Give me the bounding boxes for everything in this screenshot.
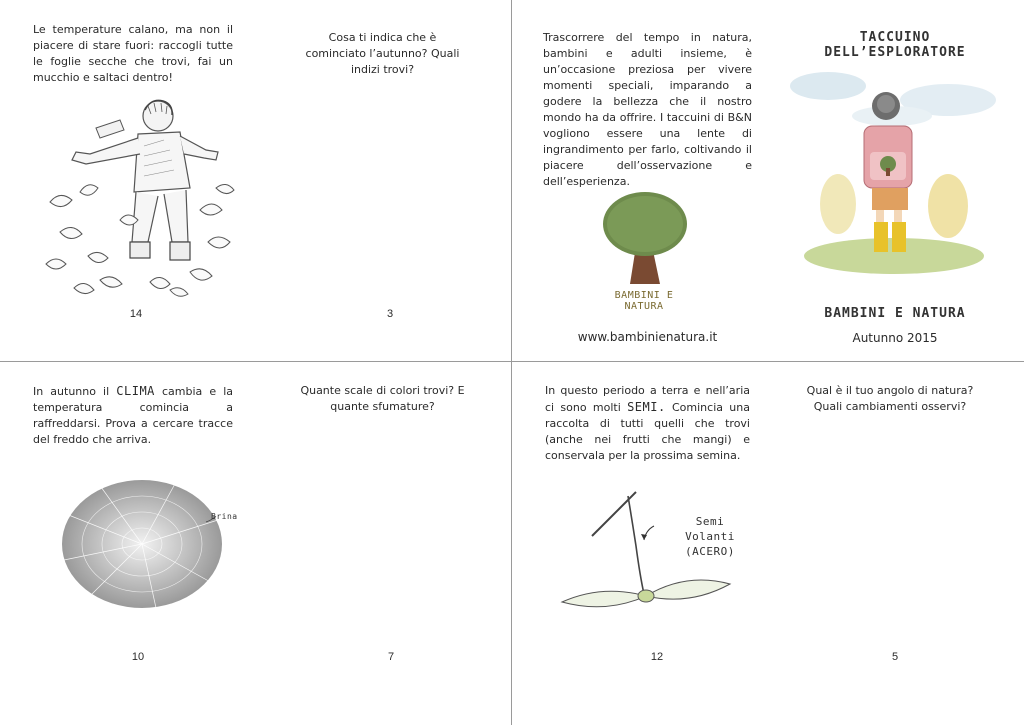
tree-logo xyxy=(600,188,690,288)
intro-text: Trascorrere del tempo in natura, bambini e adulti insieme, è un’occasione preziosa per vivere momenti speciali, imparando a godere la bellezza che il nostro mondo ha da offrire. I taccuini di B&N vogliono essere una lente di ingrandimento per farlo, coltivando il piacere dell’osservazione e dell’esperienza. xyxy=(543,31,752,188)
seeds-label-line2: Volanti xyxy=(685,530,735,543)
page-12-text-before: In questo periodo a terra e nell’aria ci sono molti xyxy=(545,384,750,414)
seeds-label-line1: Semi xyxy=(695,515,725,528)
page-number-10: 10 xyxy=(131,651,145,663)
page-number-14: 14 xyxy=(129,308,143,320)
page-10-keyword: CLIMA xyxy=(116,384,155,398)
frost-label: Brina xyxy=(211,512,238,521)
vertical-fold-line xyxy=(511,0,512,725)
page-3-text: Cosa ti indica che è cominciato l’autunno? Quali indizi trovi? xyxy=(305,31,460,76)
page-12-keyword: SEMI. xyxy=(627,400,666,414)
frost-on-glass-illustration xyxy=(56,474,236,614)
page-12-text xyxy=(545,383,750,464)
page-number-3: 3 xyxy=(386,308,394,320)
page-5-text: Qual è il tuo angolo di natura? Quali cambiamenti osservi? xyxy=(806,384,974,413)
seeds-label xyxy=(680,514,740,559)
horizontal-fold-line xyxy=(0,361,1024,362)
page-10-text xyxy=(33,383,233,448)
page-12-text-after: Comincia una raccolta di tutti quelli che trovi (anche nei frutti che mangi) e conservala per la prossima semina. xyxy=(545,401,750,462)
page-number-5: 5 xyxy=(891,651,899,663)
explorer-child-illustration xyxy=(788,56,1000,328)
page-10-text-before: In autunno il xyxy=(33,385,110,398)
page-10-text-after: cambia e la temperatura comincia a raffreddarsi. Prova a cercare tracce del freddo che arriva. xyxy=(33,385,234,446)
page-number-7: 7 xyxy=(387,651,395,663)
cover-title: TACCUINO DELL’ESPLORATORE xyxy=(824,30,966,60)
page-7-text: Quante scale di colori trovi? E quante sfumature? xyxy=(300,384,465,413)
child-jumping-in-leaves-illustration xyxy=(40,92,240,302)
cover-season: Autunno 2015 xyxy=(852,331,938,345)
page-number-12: 12 xyxy=(650,651,664,663)
logo-brand-text: BAMBINI E NATURA xyxy=(614,290,674,312)
website-link[interactable]: www.bambinienatura.it xyxy=(577,330,718,344)
page-14-text: Le temperature calano, ma non il piacere di stare fuori: raccogli tutte le foglie secche che trovi, fai un mucchio e saltaci dentro! xyxy=(33,23,233,84)
cover-brand: BAMBINI E NATURA xyxy=(824,306,966,321)
seeds-label-line3: (ACERO) xyxy=(685,545,735,558)
